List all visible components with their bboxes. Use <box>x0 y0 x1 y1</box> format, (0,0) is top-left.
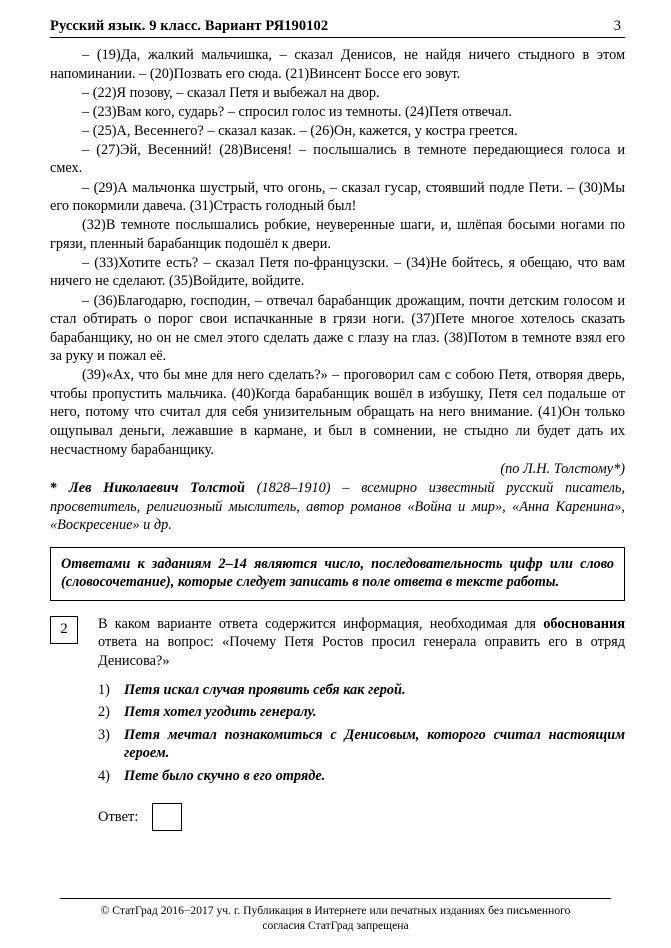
answer-options-list <box>98 681 625 786</box>
passage-paragraph: – (36)Благодарю, господин, – отвечал барабанщик дрожащим, почти детским голосом и стал обтирать о порог свои испачканные в грязи ноги. (37)Пете многое хотелось сказать барабанщику, но он не смел этого сделать даже с глазу на глаз. (38)Потом в темноте взял его за руку и пожал её. <box>50 292 625 365</box>
page-number: 3 <box>613 18 621 34</box>
passage-paragraph: (39)«Ах, что бы мне для него сделать?» – проговорил сам с собою Петя, отворяя дверь, чтобы пропустить мальчика. (40)Когда барабанщик вошёл в избушку, Петя сел подальше от него, потому что считал для себя унизительным обращать на него внимание. (41)Он только ощупывал деньги, лежавшие в кармане, и был в сомнении, не стыдно ли будет дать их несчастному барабанщику. <box>50 367 625 458</box>
passage-paragraph: (32)В темноте послышались робкие, неуверенные шаги, и, шлёпая босыми ногами по грязи, пленный барабанщик подошёл к двери. <box>50 217 625 252</box>
header-divider <box>50 37 625 38</box>
instruction-box: Ответами к заданиям 2–14 являются число, последовательность цифр или слово (словосочетание), которые следует записать в поле ответа в тексте работы. <box>50 547 625 601</box>
option-text: Петя искал случая проявить себя как герой. <box>124 681 406 698</box>
option-text: Петя хотел угодить генералу. <box>124 704 317 721</box>
passage-paragraph: – (33)Хотите есть? – сказал Петя по-французски. – (34)Не бойтесь, я обещаю, что вам ничего не сделают. (35)Войдите, войдите. <box>50 254 625 290</box>
option-marker: 1) <box>98 681 110 698</box>
passage-body <box>50 46 625 459</box>
answer-label: Ответ: <box>98 808 139 825</box>
answer-row <box>98 803 625 831</box>
option-marker: 4) <box>98 767 110 784</box>
task-prompt-part1: В каком варианте ответа содержится информация, необходимая для <box>98 615 544 632</box>
footnote-author-description: (1828–1910) – всемирно известный русский писатель, просветитель, религиозный мыслитель, автор романов «Война и мир», «Анна Каренина», «Воскресение» и др. <box>50 480 626 534</box>
passage-paragraph: – (23)Вам кого, сударь? – спросил голос из темноты. (24)Петя отвечал. <box>82 103 512 120</box>
task-prompt <box>98 615 625 671</box>
footnote-author-name: Лев Николаевич Толстой <box>68 480 245 497</box>
answer-option[interactable] <box>98 681 625 700</box>
answer-input-box[interactable] <box>152 803 182 831</box>
task-prompt-emphasis: обоснования <box>543 615 625 632</box>
footnote-star: * <box>50 480 58 497</box>
answer-option[interactable] <box>98 726 625 763</box>
passage-paragraph: – (29)А мальчонка шустрый, что огонь, – сказал гусар, стоявший подле Пети. – (30)Мы его покормили давеча. (31)Страсть голодный был! <box>50 179 625 215</box>
answer-option[interactable] <box>98 767 625 786</box>
footer-line-1: © СтатГрад 2016−2017 уч. г. Публикация в Интернете или печатных изданиях без письменного <box>100 903 571 917</box>
task-number: 2 <box>50 616 78 644</box>
answer-option[interactable] <box>98 703 625 722</box>
option-marker: 3) <box>98 726 110 743</box>
option-text: Пете было скучно в его отряде. <box>124 767 326 784</box>
task-block <box>50 615 625 832</box>
task-content <box>98 615 625 832</box>
page-footer <box>0 898 671 934</box>
option-marker: 2) <box>98 704 110 721</box>
passage-attribution: (по Л.Н. Толстому*) <box>500 461 625 478</box>
task-prompt-part2: ответа на вопрос: «Почему Петя Ростов просил генерала оправить его в отряд Денисова?» <box>98 634 625 670</box>
author-footnote <box>50 479 625 535</box>
page-header <box>50 18 625 35</box>
footer-divider <box>60 898 611 899</box>
header-title: Русский язык. 9 класс. Вариант РЯ190102 <box>50 18 329 34</box>
passage-paragraph: – (22)Я позову, – сказал Петя и выбежал на двор. <box>82 84 380 101</box>
option-text: Петя мечтал познакомиться с Денисовым, которого считал настоящим героем. <box>124 726 625 762</box>
passage-paragraph: – (19)Да, жалкий мальчишка, – сказал Денисов, не найдя ничего стыдного в этом напоминании. – (20)Позвать его сюда. (21)Винсент Боссе его зовут. <box>50 47 625 82</box>
passage-paragraph: – (25)А, Весеннего? – сказал казак. – (26)Он, кажется, у костра греется. <box>82 122 518 139</box>
passage-paragraph: – (27)Эй, Весенний! (28)Висеня! – послышались в темноте передающиеся голоса и смех. <box>50 141 625 177</box>
footer-line-2: согласия СтатГрад запрещена <box>262 919 409 933</box>
